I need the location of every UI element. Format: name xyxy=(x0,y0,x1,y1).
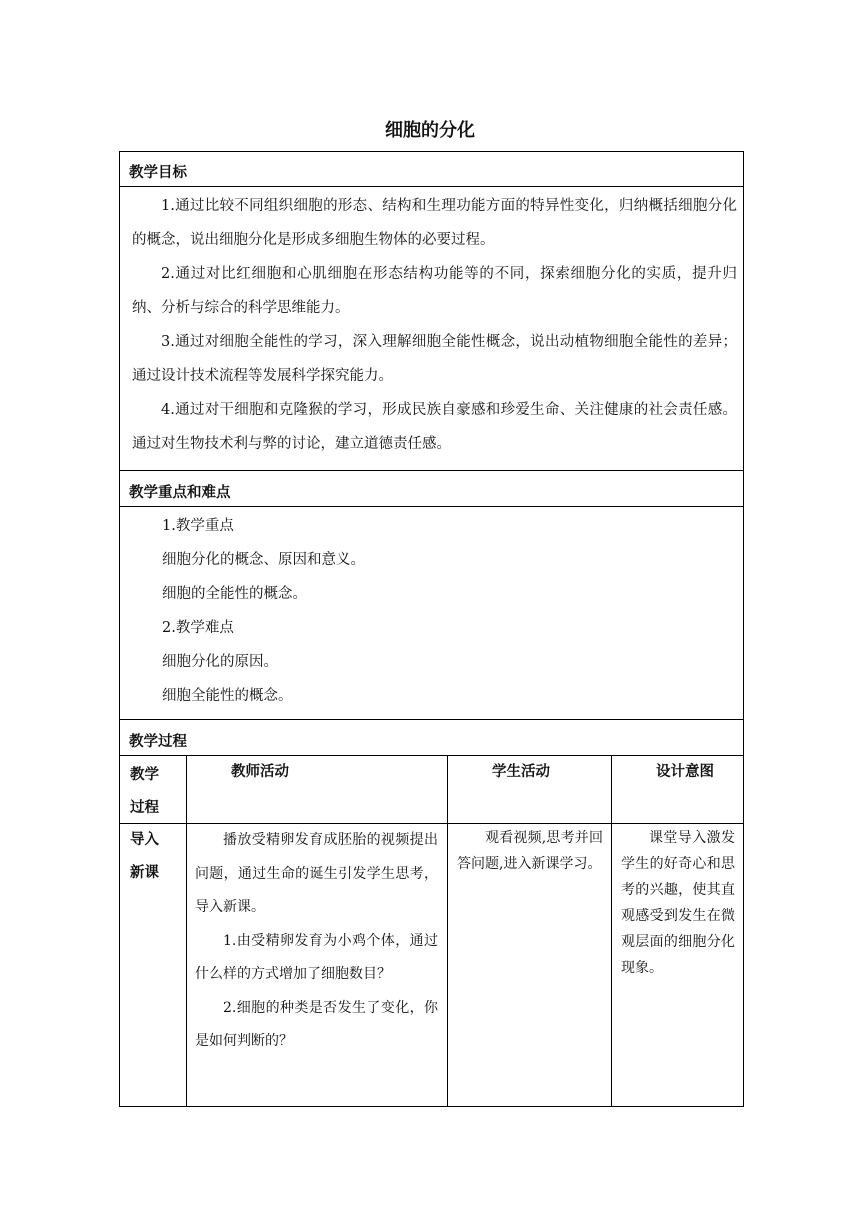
keypoint-line: 细胞分化的原因。 xyxy=(162,654,278,670)
process-header-row xyxy=(119,719,744,756)
teacher-question: 2.细胞的种类是否发生了变化，你是如何判断的？ xyxy=(195,999,438,1049)
stage-cell xyxy=(119,823,187,1107)
goal-item: 2.通过对比红细胞和心肌细胞在形态结构功能等的不同，探索细胞分化的实质，提升归纳、分析与综合的科学思维能力。 xyxy=(132,266,737,316)
keypoint-line: 细胞的全能性的概念。 xyxy=(162,586,307,602)
keypoints-heading: 教学重点和难点 xyxy=(129,485,231,501)
goals-header-row xyxy=(119,151,744,187)
goals-body xyxy=(119,186,744,471)
goal-item: 3.通过对细胞全能性的学习，深入理解细胞全能性概念，说出动植物细胞全能性的差异；通过设计技术流程等发展科学探究能力。 xyxy=(132,334,737,384)
goal-item: 4.通过对干细胞和克隆猴的学习，形成民族自豪感和珍爱生命、关注健康的社会责任感。通过对生物技术利与弊的讨论，建立道德责任感。 xyxy=(132,402,737,452)
keypoint-line: 1.教学重点 xyxy=(162,518,234,534)
teacher-cell xyxy=(186,823,448,1107)
goal-item: 1.通过比较不同组织细胞的形态、结构和生理功能方面的特异性变化，归纳概括细胞分化的概念，说出细胞分化是形成多细胞生物体的必要过程。 xyxy=(132,198,737,248)
teacher-activity: 播放受精卵发育成胚胎的视频提出问题，通过生命的诞生引发学生思考，导入新课。 xyxy=(195,832,438,915)
design-intent: 课堂导入激发学生的好奇心和思考的兴趣，使其直观感受到发生在微观层面的细胞分化现象。 xyxy=(621,830,735,976)
keypoints-header-row xyxy=(119,470,744,507)
keypoint-line: 细胞全能性的概念。 xyxy=(162,688,293,704)
col-header-student: 学生活动 xyxy=(447,755,612,824)
col-header-stage: 教学过程 xyxy=(119,755,187,824)
student-cell xyxy=(447,823,612,1107)
goals-heading: 教学目标 xyxy=(129,165,187,181)
intent-cell xyxy=(611,823,744,1107)
stage-label: 导入新课 xyxy=(130,832,159,881)
process-heading: 教学过程 xyxy=(129,734,187,750)
keypoints-body xyxy=(119,506,744,720)
page-title: 细胞的分化 xyxy=(385,120,475,141)
col-header-teacher: 教师活动 xyxy=(186,755,448,824)
col-header-intent: 设计意图 xyxy=(611,755,744,824)
keypoint-line: 2.教学难点 xyxy=(162,620,234,636)
teacher-question: 1.由受精卵发育为小鸡个体，通过什么样的方式增加了细胞数目？ xyxy=(195,932,438,982)
student-activity: 观看视频,思考并回答问题,进入新课学习。 xyxy=(457,830,603,872)
keypoint-line: 细胞分化的概念、原因和意义。 xyxy=(162,552,365,568)
